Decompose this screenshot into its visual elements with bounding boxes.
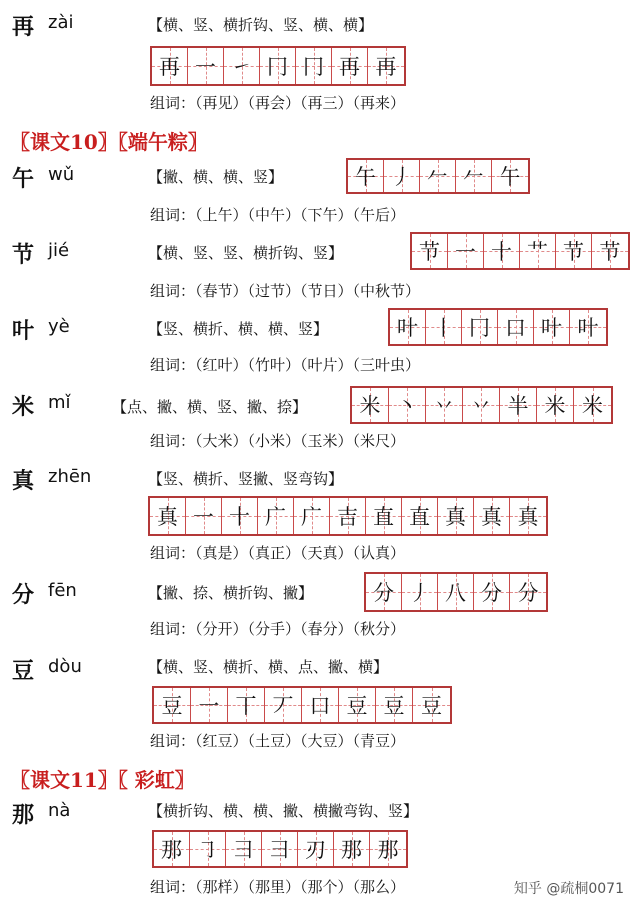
grid-cell: 十 <box>484 234 520 268</box>
grid-cell: 丷 <box>463 388 500 422</box>
grid-cell: ㇆ <box>190 832 226 866</box>
grid-cell: 分 <box>510 574 546 610</box>
entry-pinyin: zhēn <box>48 466 92 487</box>
grid-cell: 广 <box>294 498 330 534</box>
grid-cell: 一 <box>191 688 228 722</box>
grid-cell: 𠂉 <box>420 160 456 192</box>
word-examples <box>150 430 405 451</box>
words-list: （大米）（小米）（玉米）（米尺） <box>195 432 406 450</box>
stroke-order: 【横、竖、横折、横、点、撇、横】 <box>148 658 389 676</box>
watermark: 知乎 @疏桐0071 <box>512 878 626 898</box>
entry-pinyin: zài <box>48 12 74 33</box>
words-label: 组词： <box>150 544 196 562</box>
words-list: （春节）（过节）（节日）（中秋节） <box>195 282 421 300</box>
entry-char: 叶 <box>12 318 35 344</box>
entry-pinyin: dòu <box>48 656 82 677</box>
grid-cell: 叶 <box>534 310 570 344</box>
words-label: 组词： <box>150 878 196 896</box>
stroke-grid <box>152 686 452 724</box>
grid-cell: 十 <box>222 498 258 534</box>
stroke-order: 【撇、捺、横折钩、撇】 <box>148 584 314 602</box>
grid-cell: 直 <box>402 498 438 534</box>
grid-cell: 豆 <box>339 688 376 722</box>
grid-cell: 口 <box>498 310 534 344</box>
grid-cell: 丆 <box>265 688 302 722</box>
entry-char: 午 <box>12 166 35 192</box>
stroke-grid <box>152 830 408 868</box>
entry-char: 分 <box>12 582 35 608</box>
grid-cell: 丿 <box>384 160 420 192</box>
stroke-grid <box>346 158 530 194</box>
grid-cell: 艹 <box>520 234 556 268</box>
grid-cell: 午 <box>348 160 384 192</box>
word-examples <box>150 730 405 751</box>
grid-cell: 一 <box>186 498 222 534</box>
grid-cell: 节 <box>592 234 628 268</box>
grid-cell: 吉 <box>330 498 366 534</box>
stroke-grid <box>410 232 630 270</box>
grid-cell: 真 <box>474 498 510 534</box>
stroke-order: 【横、竖、竖、横折钩、竖】 <box>148 244 344 262</box>
entry-pinyin: nà <box>48 800 71 821</box>
words-label: 组词： <box>150 620 196 638</box>
grid-cell: 直 <box>366 498 402 534</box>
grid-cell: 八 <box>438 574 474 610</box>
words-list: （真是）（真正）（天真）（认真） <box>195 544 406 562</box>
stroke-order: 【点、撇、横、竖、撇、捺】 <box>112 398 308 416</box>
entry-pinyin: jié <box>48 240 70 261</box>
grid-cell: 那 <box>154 832 190 866</box>
words-label: 组词： <box>150 206 196 224</box>
grid-cell: 口 <box>302 688 339 722</box>
word-examples <box>150 354 420 375</box>
grid-cell: 米 <box>537 388 574 422</box>
grid-cell: 午 <box>492 160 528 192</box>
grid-cell: 丿 <box>402 574 438 610</box>
words-list: （分开）（分手）（春分）（秋分） <box>195 620 406 638</box>
grid-cell: 丶 <box>389 388 426 422</box>
grid-cell: 分 <box>474 574 510 610</box>
grid-cell: 刃 <box>298 832 334 866</box>
words-list: （红叶）（竹叶）（叶片）（三叶虫） <box>195 356 421 374</box>
stroke-order: 【竖、横折、竖撇、竖弯钩】 <box>148 470 344 488</box>
word-examples <box>150 280 420 301</box>
stroke-order: 【竖、横折、横、横、竖】 <box>148 320 329 338</box>
grid-cell: 冂 <box>260 48 296 84</box>
lesson-heading: 〖课文11〗〖 彩虹〗 <box>10 768 195 792</box>
grid-cell: 再 <box>152 48 188 84</box>
grid-cell: 彐 <box>262 832 298 866</box>
words-list: （上午）（中午）（下午）（午后） <box>195 206 406 224</box>
stroke-order: 【横折钩、横、横、撇、横撇弯钩、竖】 <box>148 802 419 820</box>
words-label: 组词： <box>150 282 196 300</box>
words-label: 组词： <box>150 432 196 450</box>
grid-cell: 节 <box>556 234 592 268</box>
words-label: 组词： <box>150 356 196 374</box>
grid-cell: 一 <box>188 48 224 84</box>
grid-cell: 丨 <box>426 310 462 344</box>
grid-cell: 豆 <box>413 688 450 722</box>
grid-cell: 丅 <box>228 688 265 722</box>
entry-pinyin: yè <box>48 316 70 337</box>
word-examples <box>150 618 405 639</box>
stroke-grid <box>350 386 613 424</box>
grid-cell: 豆 <box>154 688 191 722</box>
words-label: 组词： <box>150 94 196 112</box>
grid-cell: 节 <box>412 234 448 268</box>
lesson-heading: 〖课文10〗〖端午粽〗 <box>10 130 208 154</box>
words-list: （那样）（那里）（那个）（那么） <box>195 878 406 896</box>
grid-cell: 真 <box>510 498 546 534</box>
grid-cell: 一 <box>448 234 484 268</box>
entry-pinyin: wǔ <box>48 164 75 185</box>
entry-char: 豆 <box>12 658 35 684</box>
words-list: （再见）（再会）（再三）（再来） <box>195 94 406 112</box>
words-label: 组词： <box>150 732 196 750</box>
grid-cell: 广 <box>258 498 294 534</box>
grid-cell: 再 <box>332 48 368 84</box>
grid-cell: 𠂉 <box>456 160 492 192</box>
entry-char: 米 <box>12 394 35 420</box>
grid-cell: 丷 <box>426 388 463 422</box>
grid-cell: 真 <box>150 498 186 534</box>
words-list: （红豆）（土豆）（大豆）（青豆） <box>195 732 406 750</box>
grid-cell: 叶 <box>570 310 606 344</box>
grid-cell: 叶 <box>390 310 426 344</box>
grid-cell: 米 <box>352 388 389 422</box>
grid-cell: 半 <box>500 388 537 422</box>
word-examples <box>150 876 405 897</box>
grid-cell: 豆 <box>376 688 413 722</box>
grid-cell: 冂 <box>462 310 498 344</box>
entry-char: 再 <box>12 14 35 40</box>
grid-cell: 冂 <box>296 48 332 84</box>
entry-pinyin: mǐ <box>48 392 71 413</box>
grid-cell: 再 <box>368 48 404 84</box>
stroke-order: 【撇、横、横、竖】 <box>148 168 284 186</box>
word-examples <box>150 542 405 563</box>
grid-cell: ㇀ <box>224 48 260 84</box>
stroke-grid <box>150 46 406 86</box>
word-examples <box>150 92 405 113</box>
grid-cell: 真 <box>438 498 474 534</box>
stroke-grid <box>364 572 548 612</box>
stroke-grid <box>148 496 548 536</box>
stroke-grid <box>388 308 608 346</box>
entry-char: 那 <box>12 802 35 828</box>
grid-cell: 那 <box>334 832 370 866</box>
grid-cell: 彐 <box>226 832 262 866</box>
grid-cell: 那 <box>370 832 406 866</box>
word-examples <box>150 204 405 225</box>
entry-char: 节 <box>12 242 35 268</box>
entry-pinyin: fēn <box>48 580 77 601</box>
grid-cell: 米 <box>574 388 611 422</box>
grid-cell: 分 <box>366 574 402 610</box>
stroke-order: 【横、竖、横折钩、竖、横、横】 <box>148 16 374 34</box>
entry-char: 真 <box>12 468 35 494</box>
